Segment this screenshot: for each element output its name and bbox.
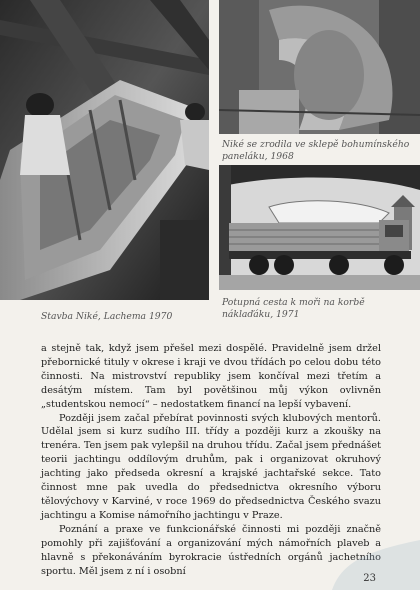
caption-truck: Potupná cesta k moři na korbě náklaďáku, 1971: [222, 297, 365, 320]
paragraph: Později jsem začal přebírat povinnosti svých klubových mentorů. Udělal jsem si kurz sudího III. třídy a později kurz a zkoušky na trenéra. Ten jsem pak vylepšil na druhou třídu. Začal jsem přednášet teorii jachtingu oddílovým druhům, pak i organizovat okruhový jachting jako předseda okresní a krajské jachtařské sekce. Tato činnost mne pak uvedla do předsednictva okresního výboru tělovýchovy v Karviné, v roce 1969 do předsednictva Českého svazu jachtingu a Komise námořního jachtingu v Praze.: [41, 412, 381, 521]
photo-cellar: [219, 0, 420, 134]
photo-boat-building: [0, 0, 209, 300]
page-number: 23: [363, 573, 376, 584]
paragraph: Poznání a praxe ve funkcionářské činnosti mi později značně pomohly při zajišťování a organizování mých námořních plaveb a hlavně s překonáváním byrokracie ústředních orgánů jachetního sportu. Měl jsem z ní i osobní: [41, 523, 381, 577]
photo-truck: [219, 165, 420, 290]
caption-cellar: Niké se zrodila ve sklepě bohumínského paneláku, 1968: [222, 139, 410, 162]
paragraph: a stejně tak, když jsem přešel mezi dospělé. Pravidelně jsem držel přebornické tituly v okrese i kraji ve dvou třídách po celou dobu této činnosti. Na mistrovství republiky jsem končíval mezi třetím a desátým místem. Tam byl povětšinou můj výkon ovlivněn „studentskou nemocí“ – nedostatkem financí na lepší vybavení.: [41, 343, 381, 410]
caption-boat-building: Stavba Niké, Lachema 1970: [41, 311, 173, 322]
